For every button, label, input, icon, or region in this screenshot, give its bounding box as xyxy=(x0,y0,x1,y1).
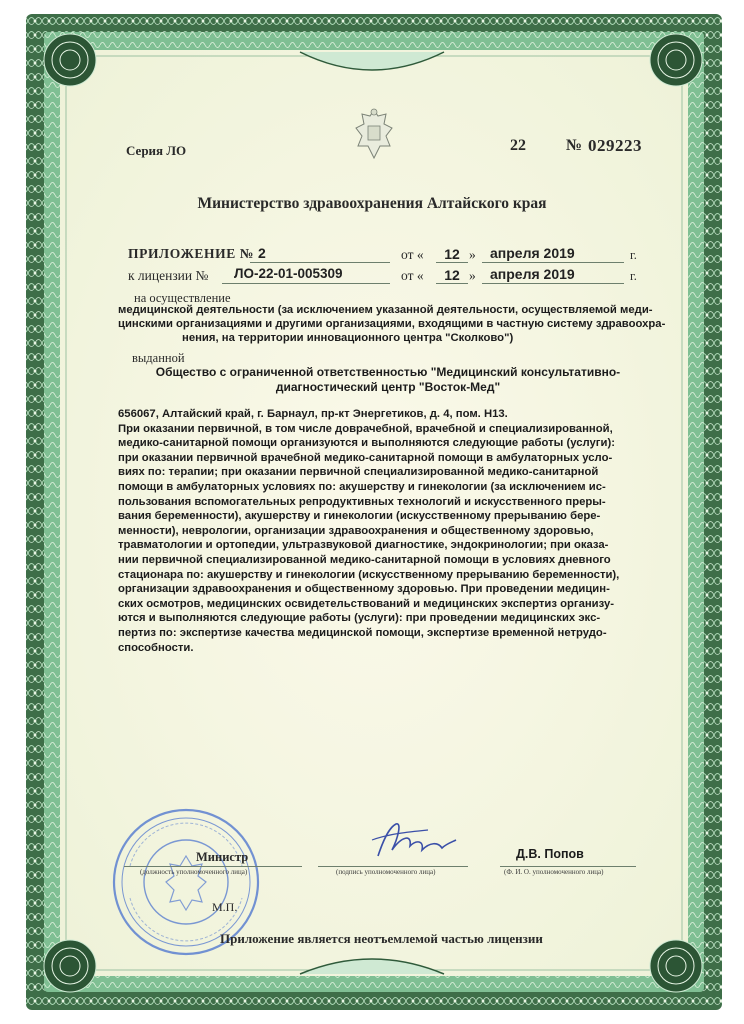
position-caption: (должность уполномоченного лица) xyxy=(140,868,248,876)
number-sign: № xyxy=(566,137,583,154)
license-from-label: от « xyxy=(401,268,424,283)
body-line: виях по: терапии; при оказании первичной специализированной медико-санитарной xyxy=(118,466,599,479)
services-text xyxy=(118,407,663,655)
license-month-year: апреля 2019 xyxy=(490,266,575,282)
stamp-place-label: М.П. xyxy=(212,900,238,914)
activity-line: цинскими организациями и другими организациями, входящими в частную систему здравоохра- xyxy=(118,318,666,330)
series-label: Серия ЛО xyxy=(126,143,187,158)
body-line: ются и выполняются следующие работы (услуги): при проведении медицинских экс- xyxy=(118,612,601,625)
footer-note: Приложение является неотъемлемой частью лицензии xyxy=(220,931,543,946)
appendix-label: ПРИЛОЖЕНИЕ № xyxy=(128,246,254,261)
body-line: нии первичной специализированной медико-санитарной помощи в условиях дневного xyxy=(118,553,611,566)
license-close-quote: » xyxy=(469,268,476,283)
position-line xyxy=(124,866,302,867)
body-line: стационара по: акушерству и гинекологии (искусственному прерыванию беременности), xyxy=(118,568,620,581)
body-line: ских осмотров, медицинских освидетельствований и медицинских экспертиз организу- xyxy=(118,597,615,610)
appendix-close-quote: » xyxy=(469,247,476,262)
appendix-from-label: от « xyxy=(401,247,424,262)
body-line: организации здравоохранения и общественному здоровью. При проведении медицин- xyxy=(118,583,610,596)
form-number-prefix: 22 xyxy=(510,137,526,154)
license-year-suffix: г. xyxy=(630,269,637,283)
body-line: травматологии и ортопедии, ультразвуковой диагностике, эндокринологии; при оказа- xyxy=(118,539,609,552)
coat-of-arms-icon xyxy=(352,106,396,164)
name-caption: (Ф. И. О. уполномоченного лица) xyxy=(504,868,604,876)
activity-line: нения, на территории инновационного центра "Сколково") xyxy=(182,332,514,344)
form-number: 029223 xyxy=(588,136,642,155)
appendix-day: 12 xyxy=(444,246,460,262)
license-label: к лицензии № xyxy=(128,268,209,283)
license-day-line xyxy=(436,267,468,284)
activity-block xyxy=(118,303,666,345)
body-line: медико-санитарной помощи организуются и выполняются следующие работы (услуги): xyxy=(118,437,615,450)
signer-position: Министр xyxy=(196,850,249,864)
issued-line: Общество с ограниченной ответственностью "Медицинский консультативно- xyxy=(155,365,621,379)
license-date-line xyxy=(482,267,624,284)
appendix-month-year: апреля 2019 xyxy=(490,245,575,261)
appendix-day-line xyxy=(436,246,468,263)
appendix-number: 2 xyxy=(258,245,266,261)
license-number-line xyxy=(222,267,390,284)
body-line: при оказании первичной врачебной медико-санитарной помощи в амбулаторных усло- xyxy=(118,451,613,464)
appendix-number-line xyxy=(250,246,390,263)
signature-caption: (подпись уполномоченного лица) xyxy=(336,868,436,876)
issued-label: выданной xyxy=(132,351,185,365)
body-line: менности), неврологии, организации здравоохранения и общественному здоровью, xyxy=(118,524,594,537)
activity-line: медицинской деятельности (за исключением указанной деятельности, осуществляемой меди- xyxy=(118,304,653,316)
body-line: пользования вспомогательных репродуктивных технологий и искусственного преры- xyxy=(118,495,606,508)
body-line: способности. xyxy=(118,641,194,654)
signer-name: Д.В. Попов xyxy=(516,847,584,861)
handwritten-signature xyxy=(368,816,460,868)
signature-line xyxy=(318,866,468,867)
activity-label: на осуществление xyxy=(134,291,231,305)
ministry-title: Министерство здравоохранения Алтайского края xyxy=(197,195,547,212)
body-line: 656067, Алтайский край, г. Барнаул, пр-кт Энергетиков, д. 4, пом. Н13. xyxy=(118,408,508,420)
body-line: пертиз по: экспертизе качества медицинской помощи, экспертизе временной нетрудо- xyxy=(118,626,607,639)
appendix-year-suffix: г. xyxy=(630,248,637,262)
issued-line: диагностический центр "Восток-Мед" xyxy=(275,380,501,394)
license-day: 12 xyxy=(444,267,460,283)
body-line: При оказании первичной, в том числе доврачебной, врачебной и специализированной, xyxy=(118,422,613,435)
appendix-date-line xyxy=(482,246,624,263)
license-number: ЛО-22-01-005309 xyxy=(234,266,343,281)
body-line: помощи в амбулаторных условиях по: акушерству и гинекологии (за исключением ис- xyxy=(118,480,606,493)
body-line: вания беременности), акушерству и гинекологии (искусственному прерыванию бере- xyxy=(118,510,601,523)
issued-block xyxy=(118,365,658,395)
name-line xyxy=(500,866,636,867)
